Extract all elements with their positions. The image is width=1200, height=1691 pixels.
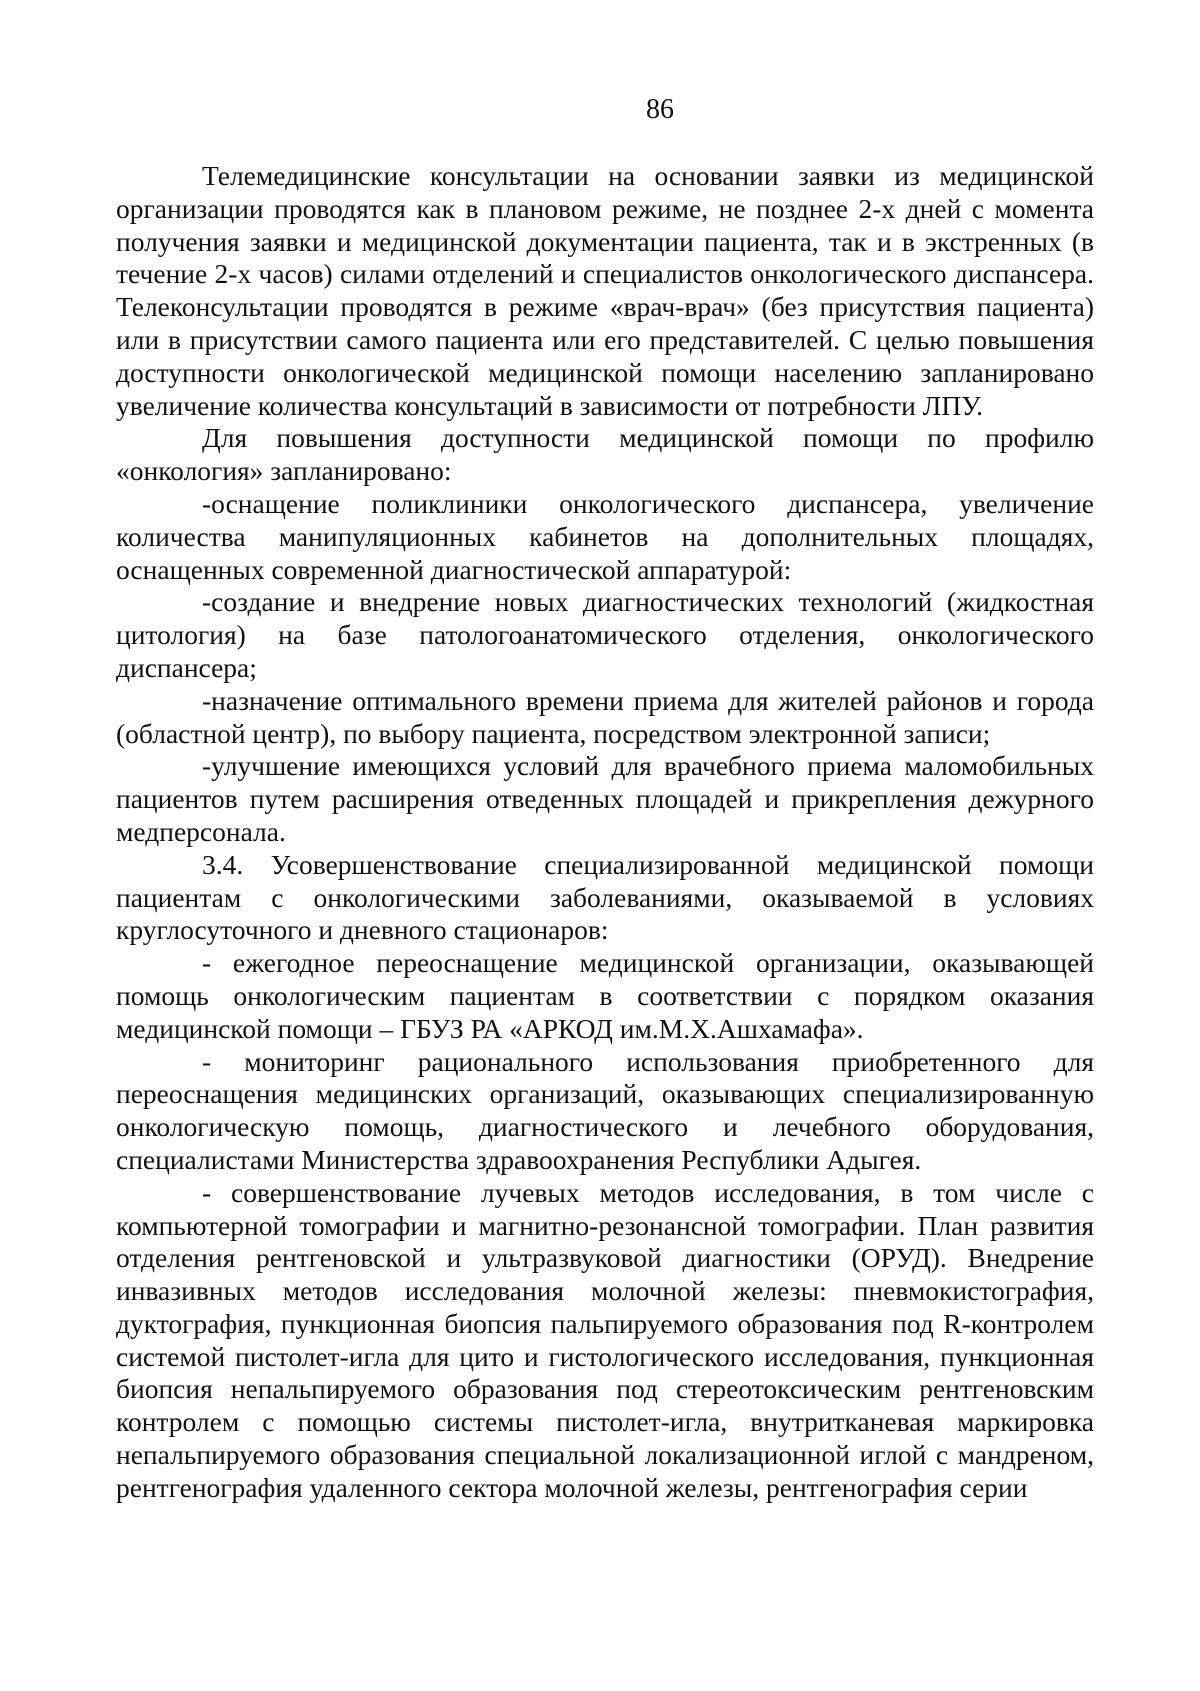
paragraph-polyclinic-equipment: -оснащение поликлиники онкологического диспансера, увеличение количества манипуляционных кабинетов на дополнительных площадях, оснащенных современной диагностической аппаратурой: [116, 487, 1094, 585]
paragraph-appointment-time: -назначение оптимального времени приема для жителей районов и города (областной центр), по выбору пациента, посредством электронной записи; [116, 684, 1094, 749]
paragraph-equipment-monitoring: - мониторинг рационального использования приобретенного для переоснащения медицинских организаций, оказывающих специализированную онкологическую помощь, диагностического и лечебного оборудования, специалистами Министерства здравоохранения Республики Адыгея. [116, 1045, 1094, 1175]
paragraph-section-3-4: 3.4. Усовершенствование специализированной медицинской помощи пациентам с онкологическими заболеваниями, оказываемой в условиях круглосуточного и дневного стационаров: [116, 848, 1094, 946]
paragraph-low-mobility-patients: -улучшение имеющихся условий для врачебного приема маломобильных пациентов путем расширения отведенных площадей и прикрепления дежурного медперсонала. [116, 750, 1094, 847]
paragraph-availability-intro: Для повышения доступности медицинской помощи по профилю «онкология» запланировано: [116, 422, 1094, 487]
document-body [116, 160, 1094, 1505]
paragraph-new-diagnostics: -создание и внедрение новых диагностических технологий (жидкостная цитология) на базе патологоанатомического отделения, онкологического диспансера; [116, 586, 1094, 683]
paragraph-telemedicine: Телемедицинские консультации на основании заявки из медицинской организации проводятся как в плановом режиме, не позднее 2-х дней с момента получения заявки и медицинской документации пациента, так и в экстренных (в течение 2-х часов) силами отделений и специалистов онкологического диспансера. Телеконсультации проводятся в режиме «врач-врач» (без присутствия пациента) или в присутствии самого пациента или его представителей. С целью повышения доступности онкологической медицинской помощи населению запланировано увеличение количества консультаций в зависимости от потребности ЛПУ. [116, 160, 1094, 421]
paragraph-radiology-methods: - совершенствование лучевых методов исследования, в том числе с компьютерной томографии и магнитно-резонансной томографии. План развития отделения рентгеновской и ультразвуковой диагностики (ОРУД). Внедрение инвазивных методов исследования молочной железы: пневмокистография, дуктография, пункционная биопсия пальпируемого образования под R-контролем системой пистолет-игла для цито и гистологического исследования, пункционная биопсия непальпируемого образования под стереотоксическим рентгеновским контролем с помощью системы пистолет-игла, внутритканевая маркировка непальпируемого образования специальной локализационной иглой с мандреном, рентгенография удаленного сектора молочной железы, рентгенография серии [116, 1176, 1094, 1503]
paragraph-annual-reequipment: - ежегодное переоснащение медицинской организации, оказывающей помощь онкологическим пациентам в соответствии с порядком оказания медицинской помощи – ГБУЗ РА «АРКОД им.М.Х.Ашхамафа». [116, 947, 1094, 1044]
page-number: 86 [646, 94, 674, 125]
